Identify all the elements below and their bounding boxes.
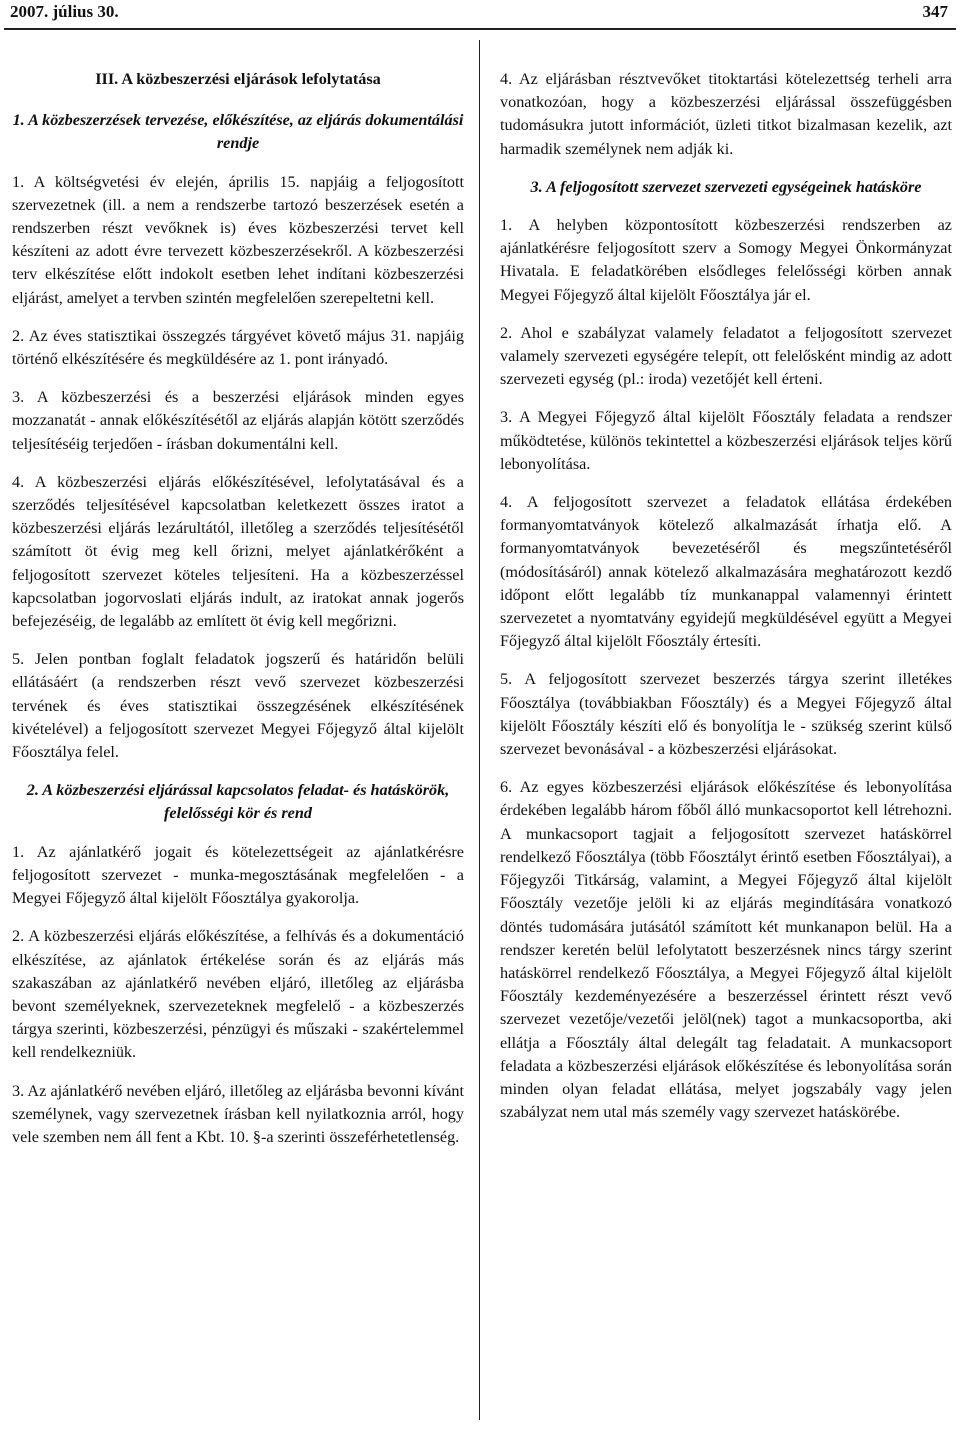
column-divider — [479, 40, 480, 1420]
header-rule — [4, 28, 956, 30]
section-1-paragraph-5: 5. Jelen pontban foglalt feladatok jogszerű és határidőn belüli ellátásáért (a rendszerben részt vevő szervezet közbeszerzési tervének és éves statisztikai összegzésének elkészítésének kivételével) a feljogosított szervezet Megyei Főjegyző által kijelölt Főosztálya felel. — [12, 650, 464, 762]
header-date: 2007. július 30. — [10, 2, 119, 21]
section-2-paragraph-2: 2. A közbeszerzési eljárás előkészítése, a felhívás és a dokumentáció elkészítése, az ajánlatok értékelése során és az eljárás más szakaszában az ajánlatkérő nevében eljáró, illetőleg az eljárásba bevont személyeknek, szervezeteknek megfelelő - a közbeszerzés tárgya szerinti, közbeszerzési, pénzügyi és műszaki - szakértelemmel kell rendelkezniük. — [12, 927, 464, 1062]
left-column — [12, 68, 464, 1164]
page-number: 347 — [922, 2, 948, 21]
section-2-paragraph-3: 3. Az ajánlatkérő nevében eljáró, illetőleg az eljárásba bevonni kívánt személynek, vagy szervezetnek írásban kell nyilatkoznia arról, hogy vele szemben nem áll fent a Kbt. 10. §-a szerinti összeférhetetlenség. — [12, 1081, 464, 1146]
section-2-paragraph-1: 1. Az ajánlatkérő jogait és kötelezettségeit az ajánlatkérésre feljogosított szervezet - munka-megosztásának megfelelően - a Megyei Főjegyző által kijelölt Főosztálya gyakorolja. — [12, 842, 464, 908]
section-1-paragraph-4: 4. A közbeszerzési eljárás előkészítésével, lefolytatásával és a szerződés teljesítésével kapcsolatban keletkezett összes iratot a közbeszerzési eljárás lezárultától, illetőleg a szerződés teljesítésétől számított öt évig meg kell őrizni, melyet ajánlatkérőként a feljogosított szervezet köteles teljesíteni. Ha a közbeszerzéssel kapcsolatban jogorvoslati eljárás indult, az iratokat annak jogerős befejezéséig, de legalább az említett öt évig kell megőrizni. — [12, 472, 464, 631]
section-3-paragraph-4: 4. A feljogosított szervezet a feladatok ellátása érdekében formanyomtatványok kötelező alkalmazását írhatja elő. A formanyomtatványok bevezetéséről és megszűntetéséről (módosításáról) annak kötelező alkalmazására meghatározott kezdő időpont előtt legalább tíz munkanappal valamennyi érintett szervezetet a nyomtatvány egyidejű megküldésével együtt a Megyei Főjegyző által kijelölt Főosztály értesíti. — [500, 493, 952, 651]
section-2-paragraph-4: 4. Az eljárásban résztvevőket titoktartási kötelezettség terheli arra vonatkozóan, hogy a közbeszerzési eljárással összefüggésben tudomásukra jutott információt, üzleti titkot bizalmasan kezelik, azt harmadik személynek nem adják ki. — [500, 70, 952, 158]
section-1-paragraph-1: 1. A költségvetési év elején, április 15. napjáig a feljogosított szervezetnek (ill. a nem a rendszerbe tartozó beszerzések esetén a rendszerben részt vevőknek is) éves közbeszerzési tervet kell készíteni az adott évre tervezett közbeszerzésekről. A közbeszerzési terv elkészítése előtt indokolt esetben lehet indítani közbeszerzési eljárást, amelyet a tervben szintén megfelelően szerepeltetni kell. — [12, 172, 464, 307]
page-header — [0, 0, 960, 32]
section-3-paragraph-5: 5. A feljogosított szervezet beszerzés tárgya szerint illetékes Főosztálya (továbbiakban Főosztály) és a Megyei Főjegyző által kijelölt Főosztály készíti elő és bonyolítja le - szükség szerint külső szervezet bevonásával - a közbeszerzési eljárásokat. — [500, 670, 952, 759]
section-2-heading: 2. A közbeszerzési eljárással kapcsolatos feladat- és hatáskörök, felelősségi kör és rend — [26, 781, 450, 823]
section-3-paragraph-6: 6. Az egyes közbeszerzési eljárások előkészítése és lebonyolítása érdekében legalább három főből álló munkacsoportot kell létrehozni. A munkacsoport tagjait a feljogosított szervezet hatáskörrel rendelkező Főosztálya (több Főosztályt érintő esetben Főosztályai), a Főjegyzői Titkárság, valamint, a Megyei Főjegyző által kijelölt Főosztály vezetője jelöli ki az eljárás megindítására vonatkozó döntés tudomására jutásától számított két munkanapon belül. Ha a rendszer keretén belül lefolytatott beszerzésnek nincs tárgy szerint hatáskörrel rendelkező Főosztálya, a Megyei Főjegyző által kijelölt Főosztály kezdeményezésére a beszerzéssel érintett részt vevő szervezet vezetője/vezetői jelöl(nek) tagot a munkacsoportba, aki ellátja a Főosztály által delegált tag feladatait. A munkacsoport feladata a közbeszerzési eljárások előkészítése és lebonyolítása során minden olyan feladat ellátása, melyet jogszabály vagy jelen szabályzat nem utal más személy vagy szervezet hatáskörébe. — [500, 778, 952, 1122]
right-column — [500, 68, 952, 1139]
chapter-title: III. A közbeszerzési eljárások lefolytatása — [95, 70, 381, 88]
section-1-paragraph-2: 2. Az éves statisztikai összegzés tárgyévet követő május 31. napjáig történő elkészítésére és megküldésére az 1. pont irányadó. — [12, 326, 464, 369]
section-1-heading: 1. A közbeszerzések tervezése, előkészítése, az eljárás dokumentálási rendje — [12, 111, 464, 153]
section-3-heading: 3. A feljogosított szervezet szervezeti egységeinek hatásköre — [530, 177, 922, 196]
section-1-paragraph-3: 3. A közbeszerzési és a beszerzési eljárások minden egyes mozzanatát - annak előkészítésétől az eljárás alapján kötött szerződés teljesítéséig terjedően - írásban dokumentálni kell. — [12, 388, 464, 453]
section-3-paragraph-1: 1. A helyben központosított közbeszerzési rendszerben az ajánlatkérésre feljogosított szerv a Somogy Megyei Önkormányzat Hivatala. E feladatkörében elsődleges felelősségi körben annak Megyei Főjegyző által kijelölt Főosztálya jár el. — [500, 216, 952, 304]
section-3-paragraph-3: 3. A Megyei Főjegyző által kijelölt Főosztály feladata a rendszer működtetése, különös tekintettel a közbeszerzési eljárások teljes körű lebonyolítása. — [500, 408, 952, 473]
section-3-paragraph-2: 2. Ahol e szabályzat valamely feladatot a feljogosított szervezet valamely szervezeti egységére telepít, ott felelősként mindig az adott szervezeti egység (pl.: iroda) vezetőjét kell érteni. — [500, 323, 952, 389]
